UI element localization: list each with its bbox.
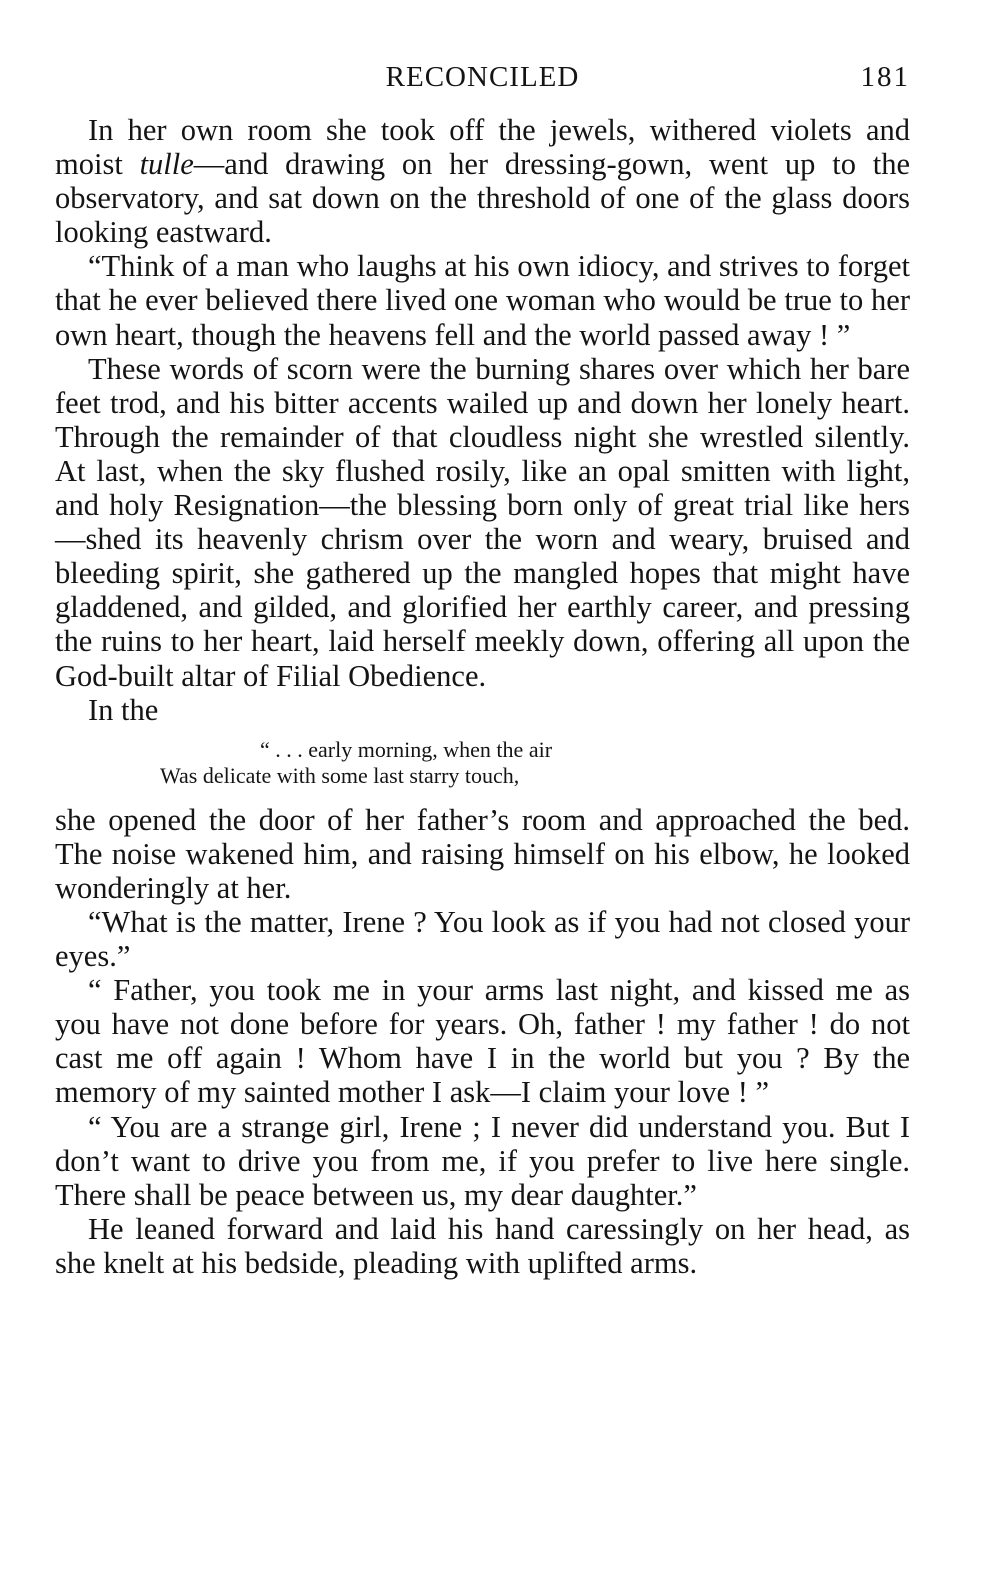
paragraph-1-text-start: In her own room she took off the jewels, withered violets and moist	[55, 113, 910, 182]
paragraph-1-text-end: —and drawing on her dressing-gown, went up to the observatory, and sat down on the threshold of one of the glass doors looking eastward.	[55, 147, 910, 250]
page-number: 181	[860, 61, 910, 93]
verse-line-1: “ . . . early morning, when the air	[260, 736, 553, 762]
body-text	[55, 113, 910, 1280]
paragraph-4: In the	[88, 692, 159, 727]
paragraph-6: “What is the matter, Irene ? You look as if you had not closed your eyes.”	[55, 904, 910, 974]
paragraph-2: “Think of a man who laughs at his own idiocy, and strives to forget that he ever believed there lived one woman who would be true to her own heart, though the heavens fell and the world passed away ! ”	[55, 249, 910, 352]
paragraph-3: These words of scorn were the burning shares over which her bare feet trod, and his bitter accents wailed up and down her lonely heart. Through the remainder of that cloudless night she wrestled silently. At last, when the sky flushed rosily, like an opal smitten with light, and holy Resignation—the blessing born only of great trial like hers—shed its heavenly chrism over the worn and weary, bruised and bleeding spirit, she gathered up the mangled hopes that might have gladdened, and gilded, and glorified her earthly career, and pressing the ruins to her heart, laid herself meekly down, offering all upon the God-built altar of Filial Obedience.	[55, 351, 910, 693]
paragraph-5: she opened the door of her father’s room and approached the bed. The noise wakened him, and raising himself on his elbow, he looked wonderingly at her.	[55, 802, 910, 905]
paragraph-9: He leaned forward and laid his hand caressingly on her head, as she knelt at his bedside, pleading with uplifted arms.	[55, 1211, 910, 1280]
paragraph-8: “ You are a strange girl, Irene ; I never did understand you. But I don’t want to drive you from me, if you prefer to live here single. There shall be peace between us, my dear daughter.”	[55, 1109, 910, 1212]
paragraph-1	[55, 113, 910, 249]
italic-word-tulle: tulle	[139, 147, 194, 182]
paragraph-7: “ Father, you took me in your arms last night, and kissed me as you have not done before for years. Oh, father ! my father ! do not cast me off again ! Whom have I in the world but you ? By the memory of my sainted mother I ask—I claim your love ! ”	[55, 973, 910, 1110]
verse-line-2: Was delicate with some last starry touch,	[160, 762, 520, 788]
page-header	[55, 54, 910, 100]
running-head: RECONCILED	[385, 61, 580, 93]
verse-quotation	[55, 737, 910, 789]
